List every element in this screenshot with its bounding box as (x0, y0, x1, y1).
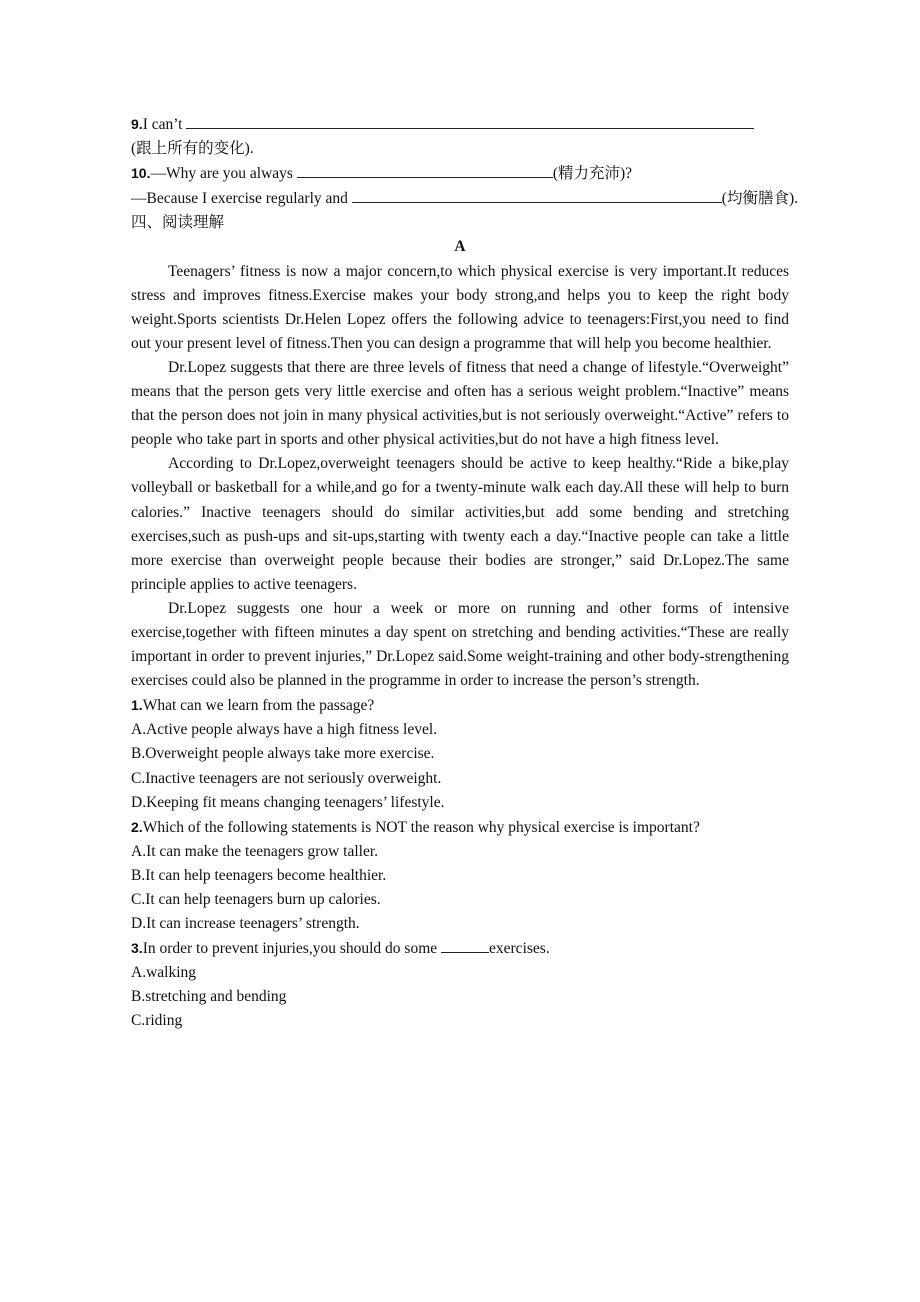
answer-blank[interactable] (441, 936, 489, 953)
option[interactable]: D.Keeping fit means changing teenagers’ lifestyle. (131, 793, 445, 811)
passage-paragraph: Teenagers’ fitness is now a major concern,to which physical exercise is very important.It reduces stress and improves fitness.Exercise makes your body strong,and helps you to keep the right body weight.Sports scientists Dr.Helen Lopez offers the following advice to teenagers:First,you need to find out your present level of fitness.Then you can design a programme that will help you become healthier. (131, 262, 789, 352)
question-number: 1. (131, 697, 143, 714)
question-number: 2. (131, 818, 143, 835)
question-stem: In order to prevent injuries,you should do some (142, 940, 438, 958)
question-number: 10. (131, 165, 151, 182)
question-stem-end: exercises. (489, 940, 550, 958)
question-10 (131, 161, 789, 186)
option[interactable]: D.It can increase teenagers’ strength. (131, 915, 360, 933)
option[interactable]: A.It can make the teenagers grow taller. (131, 842, 379, 860)
question-3 (131, 936, 789, 1033)
question-stem: What can we learn from the passage? (142, 697, 375, 715)
answer-blank[interactable] (352, 186, 722, 203)
question-1 (131, 693, 789, 814)
answer-blank[interactable] (297, 161, 553, 178)
option[interactable]: C.riding (131, 1012, 183, 1030)
question-stem: Which of the following statements is NOT the reason why physical exercise is important? (142, 818, 700, 836)
question-text: —Why are you always (150, 165, 293, 183)
question-hint: (跟上所有的变化). (131, 140, 254, 158)
option[interactable]: C.It can help teenagers burn up calories. (131, 891, 381, 908)
question-text: —Because I exercise regularly and (131, 190, 348, 208)
question-10-reply (131, 186, 798, 211)
passage-paragraph: Dr.Lopez suggests that there are three levels of fitness that need a change of lifestyle.“Overweight” means that the person gets very little exercise and often has a serious weight problem.“Inactive” means that the person does not join in many physical activities,but is not seriously overweight.“Active” refers to people who take part in sports and other physical activities,but do not have a high fitness level. (131, 358, 789, 449)
passage-paragraph: According to Dr.Lopez,overweight teenagers should be active to keep healthy.“Ride a bike,play volleyball or basketball for a while,and go for a twenty-minute walk each day.All these will help to burn calories.” Inactive teenagers should do similar activities,but add some bending and stretching exercises,such as push-ups and sit-ups,starting with twenty each a day.“Inactive people can take a little more exercise than overweight people because their bodies are stronger,” said Dr.Lopez.The same principle applies to active teenagers. (131, 455, 789, 593)
answer-blank[interactable] (186, 112, 754, 129)
passage-paragraph: Dr.Lopez suggests one hour a week or more on running and other forms of intensive exercise,together with fifteen minutes a day spent on stretching and bending activities.“These are really important in order to prevent injuries,” Dr.Lopez said.Some weight-training and other body-strengthening exercises could also be planned in the programme in order to increase the person’s strength. (131, 599, 789, 690)
question-hint: (精力充沛)? (552, 165, 633, 183)
section-title: 四、阅读理解 (131, 214, 225, 232)
question-2 (131, 815, 789, 936)
question-9 (131, 112, 789, 137)
question-number: 9. (131, 116, 143, 132)
option[interactable]: B.stretching and bending (131, 988, 287, 1006)
passage-title: A (454, 238, 466, 256)
option[interactable]: A.walking (131, 964, 197, 982)
question-hint: (均衡膳食). (721, 190, 798, 208)
option[interactable]: A.Active people always have a high fitness level. (131, 721, 438, 739)
option[interactable]: B.It can help teenagers become healthier. (131, 866, 387, 884)
option[interactable]: C.Inactive teenagers are not seriously overweight. (131, 769, 442, 787)
question-text: I can’t (142, 116, 183, 133)
document-page (131, 112, 798, 1034)
question-number: 3. (131, 940, 143, 957)
option[interactable]: B.Overweight people always take more exercise. (131, 745, 435, 763)
